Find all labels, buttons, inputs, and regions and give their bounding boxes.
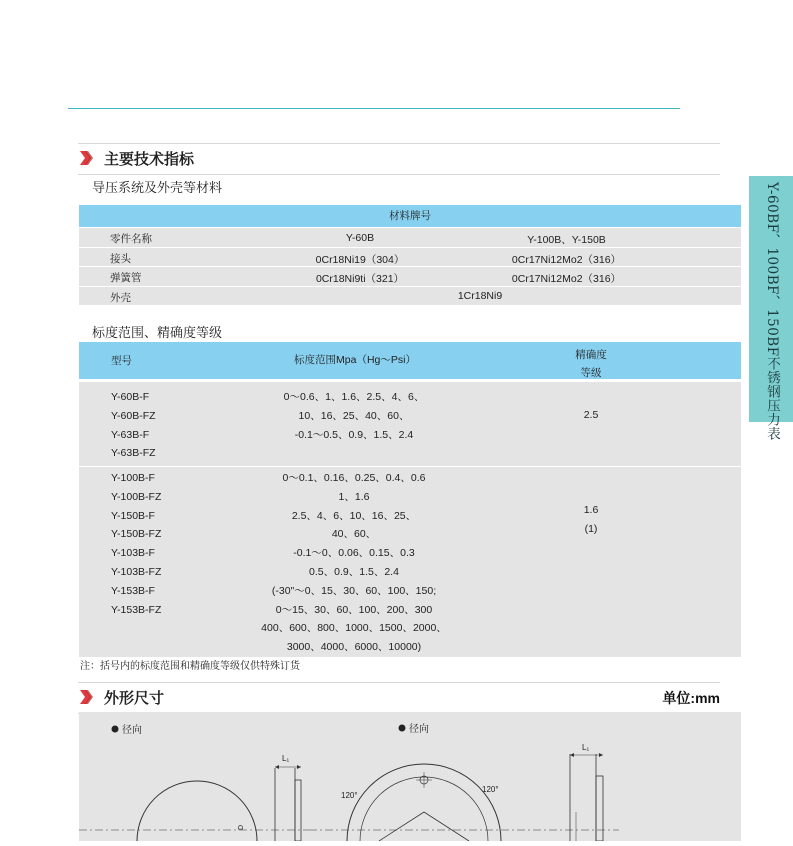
angle-a: 120° (341, 791, 358, 800)
model: Y-150B-F (111, 509, 155, 522)
dim-l1: L₁ (582, 743, 590, 752)
footnote: 注：括号内的标度范围和精确度等级仅供特殊订货 (80, 661, 300, 672)
angle-b: 120° (482, 785, 499, 794)
section-title: 主要技术指标 (104, 151, 195, 168)
range: -0.1～0.5、0.9、1.5、2.4 (294, 428, 414, 441)
unit-label: 单位:mm (662, 690, 720, 706)
cell-part: 零件名称 (110, 233, 152, 245)
range: 0～0.1、0.16、0.25、0.4、0.6 (282, 472, 426, 484)
model: Y-60B-FZ (111, 409, 156, 422)
bullet-icon (112, 726, 119, 733)
flange (596, 776, 603, 841)
chevron-right-icon (80, 690, 94, 704)
cell-a: 0Cr18Ni9ti（321） (315, 273, 405, 285)
table-header (79, 342, 741, 379)
accuracy: 2.5 (583, 409, 599, 421)
table-group (79, 379, 741, 466)
range: 3000、4000、6000、10000) (286, 641, 422, 654)
dimension-drawing (79, 712, 741, 841)
side-tab-label: Y-60BF、100BF、150BF不锈钢压力表 (764, 182, 780, 441)
range: 0.5、0.9、1.5、2.4 (309, 565, 399, 578)
section-header-specs (78, 143, 720, 175)
cell-span: 1Cr18Ni9 (457, 289, 503, 302)
model: Y-103B-FZ (111, 565, 162, 578)
model: Y-63B-F (111, 428, 150, 441)
model: Y-150B-FZ (111, 528, 162, 541)
top-rule (68, 108, 680, 109)
model: Y-60B-F (111, 391, 150, 403)
cell-part: 接头 (110, 252, 131, 265)
label-right: 径向 (409, 724, 429, 735)
label-left: 径向 (122, 725, 142, 736)
range: 0～0.6、1、1.6、2.5、4、6、 (283, 391, 425, 403)
ranges-column (239, 469, 469, 657)
materials-table (79, 205, 741, 305)
model: Y-153B-FZ (111, 603, 162, 616)
dim-d: D (238, 824, 245, 830)
dim-l1: L₁ (282, 754, 290, 763)
range: 1、1.6 (338, 490, 370, 503)
cell-part: 弹簧管 (110, 272, 142, 284)
subtitle-ranges: 标度范围、精确度等级 (92, 325, 223, 340)
range: (-30"～0、15、30、60、100、150; (271, 584, 437, 597)
range: -0.1～0、0.06、0.15、0.3 (293, 547, 415, 560)
table-header: 材料牌号 (79, 205, 741, 227)
subtitle-materials: 导压系统及外壳等材料 (92, 180, 223, 195)
cell-a: 0Cr18Ni19（304） (315, 253, 405, 266)
header-range: 标度范围Mpa（Hg～Psi） (294, 354, 416, 366)
range: 0～15、30、60、100、200、300 (275, 603, 433, 616)
table-row (79, 286, 741, 306)
range: 400、600、800、1000、1500、2000、 (261, 622, 447, 635)
models-column (111, 388, 156, 463)
model: Y-63B-FZ (111, 447, 156, 460)
accuracy-value: 1.6 (583, 504, 599, 516)
cell-b: 0Cr17Ni12Mo2（316） (511, 273, 622, 285)
table-row (79, 266, 741, 286)
model: Y-103B-F (111, 547, 155, 560)
model: Y-100B-FZ (111, 490, 162, 503)
gauge-outline (137, 781, 257, 841)
flange (295, 780, 301, 841)
accuracy (541, 501, 641, 539)
section-title: 外形尺寸 (104, 690, 165, 707)
ranges-column (239, 388, 469, 444)
model: Y-153B-F (111, 584, 155, 597)
drawing-svg (79, 712, 741, 841)
bullet-icon (399, 725, 406, 732)
range: 40、60、 (331, 528, 377, 541)
cell-a: Y-60B (345, 232, 375, 244)
header-accuracy-l1: 精确度 (575, 349, 607, 361)
cell-part: 外壳 (110, 291, 131, 304)
models-column (111, 469, 161, 619)
header-accuracy (541, 346, 641, 382)
header-accuracy-l2: 等级 (580, 367, 602, 379)
range-table (79, 342, 741, 657)
cell-b: Y-100B、Y-150B (527, 234, 606, 246)
table-row (79, 227, 741, 247)
header-model: 型号 (111, 355, 132, 367)
accuracy-special: (1) (584, 522, 598, 535)
model: Y-100B-F (111, 472, 155, 484)
side-tab (749, 176, 793, 441)
table-group (79, 466, 741, 657)
chevron-right-icon (80, 151, 94, 165)
cell-b: 0Cr17Ni12Mo2（316） (511, 253, 622, 266)
range: 10、16、25、40、60、 (298, 409, 410, 422)
table-row (79, 247, 741, 267)
range: 2.5、4、6、10、16、25、 (291, 509, 417, 522)
section-header-dimensions (78, 682, 720, 714)
